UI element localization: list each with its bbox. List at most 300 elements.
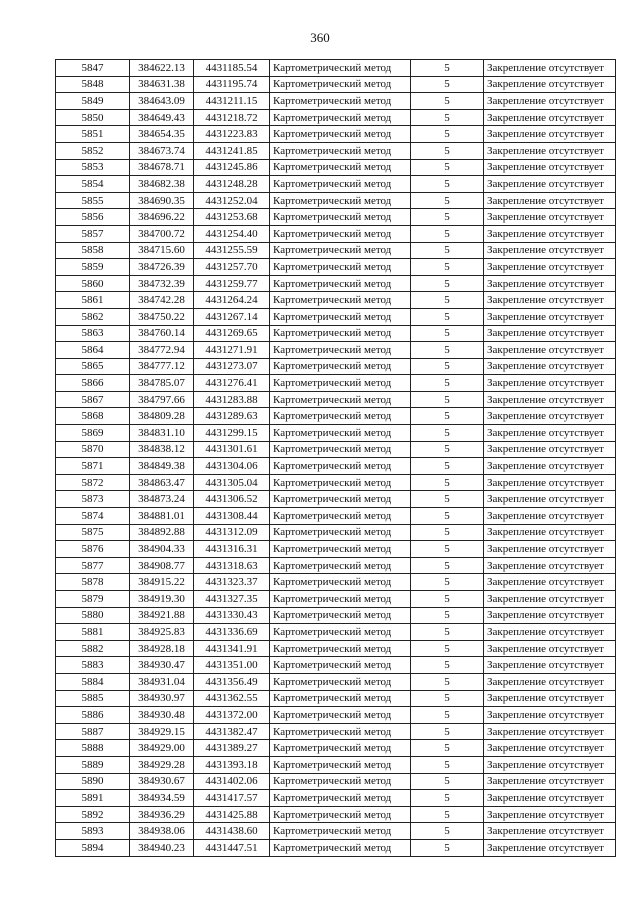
y-coordinate-cell: 4431185.54 [194, 60, 270, 77]
x-coordinate-cell: 384772.94 [130, 342, 194, 359]
y-coordinate-cell: 4431259.77 [194, 275, 270, 292]
point-number-cell: 5885 [56, 690, 130, 707]
point-number-cell: 5875 [56, 524, 130, 541]
table-row [56, 292, 616, 309]
fixing-cell: Закрепление отсутствует [484, 358, 616, 375]
table-row [56, 441, 616, 458]
table-row [56, 790, 616, 807]
point-number-cell: 5858 [56, 242, 130, 259]
x-coordinate-cell: 384622.13 [130, 60, 194, 77]
accuracy-cell: 5 [411, 541, 484, 558]
table-row [56, 657, 616, 674]
method-cell: Картометрический метод [270, 839, 411, 856]
fixing-cell: Закрепление отсутствует [484, 591, 616, 608]
table-row [56, 408, 616, 425]
x-coordinate-cell: 384715.60 [130, 242, 194, 259]
x-coordinate-cell: 384760.14 [130, 325, 194, 342]
table-row [56, 76, 616, 93]
fixing-cell: Закрепление отсутствует [484, 491, 616, 508]
fixing-cell: Закрепление отсутствует [484, 624, 616, 641]
table-row [56, 823, 616, 840]
y-coordinate-cell: 4431312.09 [194, 524, 270, 541]
method-cell: Картометрический метод [270, 342, 411, 359]
accuracy-cell: 5 [411, 325, 484, 342]
accuracy-cell: 5 [411, 574, 484, 591]
y-coordinate-cell: 4431393.18 [194, 756, 270, 773]
method-cell: Картометрический метод [270, 358, 411, 375]
x-coordinate-cell: 384892.88 [130, 524, 194, 541]
accuracy-cell: 5 [411, 142, 484, 159]
y-coordinate-cell: 4431306.52 [194, 491, 270, 508]
accuracy-cell: 5 [411, 176, 484, 193]
y-coordinate-cell: 4431248.28 [194, 176, 270, 193]
point-number-cell: 5868 [56, 408, 130, 425]
method-cell: Картометрический метод [270, 408, 411, 425]
table-row [56, 673, 616, 690]
table-row [56, 325, 616, 342]
fixing-cell: Закрепление отсутствует [484, 391, 616, 408]
coordinates-table [55, 59, 616, 857]
table-row [56, 109, 616, 126]
method-cell: Картометрический метод [270, 524, 411, 541]
point-number-cell: 5857 [56, 225, 130, 242]
page-number: 360 [310, 30, 330, 45]
x-coordinate-cell: 384930.47 [130, 657, 194, 674]
accuracy-cell: 5 [411, 806, 484, 823]
accuracy-cell: 5 [411, 192, 484, 209]
y-coordinate-cell: 4431341.91 [194, 640, 270, 657]
accuracy-cell: 5 [411, 109, 484, 126]
point-number-cell: 5849 [56, 93, 130, 110]
table-row [56, 159, 616, 176]
method-cell: Картометрический метод [270, 76, 411, 93]
method-cell: Картометрический метод [270, 259, 411, 276]
point-number-cell: 5854 [56, 176, 130, 193]
x-coordinate-cell: 384777.12 [130, 358, 194, 375]
method-cell: Картометрический метод [270, 557, 411, 574]
accuracy-cell: 5 [411, 159, 484, 176]
table-row [56, 458, 616, 475]
table-row [56, 524, 616, 541]
table-row [56, 756, 616, 773]
accuracy-cell: 5 [411, 458, 484, 475]
accuracy-cell: 5 [411, 723, 484, 740]
method-cell: Картометрический метод [270, 591, 411, 608]
fixing-cell: Закрепление отсутствует [484, 325, 616, 342]
y-coordinate-cell: 4431269.65 [194, 325, 270, 342]
y-coordinate-cell: 4431241.85 [194, 142, 270, 159]
fixing-cell: Закрепление отсутствует [484, 823, 616, 840]
table-body [56, 60, 616, 857]
x-coordinate-cell: 384921.88 [130, 607, 194, 624]
x-coordinate-cell: 384742.28 [130, 292, 194, 309]
point-number-cell: 5888 [56, 740, 130, 757]
fixing-cell: Закрепление отсутствует [484, 408, 616, 425]
fixing-cell: Закрепление отсутствует [484, 839, 616, 856]
accuracy-cell: 5 [411, 76, 484, 93]
method-cell: Картометрический метод [270, 60, 411, 77]
y-coordinate-cell: 4431372.00 [194, 707, 270, 724]
fixing-cell: Закрепление отсутствует [484, 126, 616, 143]
x-coordinate-cell: 384797.66 [130, 391, 194, 408]
y-coordinate-cell: 4431304.06 [194, 458, 270, 475]
x-coordinate-cell: 384649.43 [130, 109, 194, 126]
method-cell: Картометрический метод [270, 308, 411, 325]
method-cell: Картометрический метод [270, 474, 411, 491]
method-cell: Картометрический метод [270, 673, 411, 690]
x-coordinate-cell: 384908.77 [130, 557, 194, 574]
fixing-cell: Закрепление отсутствует [484, 142, 616, 159]
point-number-cell: 5859 [56, 259, 130, 276]
point-number-cell: 5853 [56, 159, 130, 176]
table-row [56, 93, 616, 110]
table-row [56, 242, 616, 259]
point-number-cell: 5872 [56, 474, 130, 491]
table-row [56, 391, 616, 408]
accuracy-cell: 5 [411, 524, 484, 541]
point-number-cell: 5887 [56, 723, 130, 740]
accuracy-cell: 5 [411, 690, 484, 707]
x-coordinate-cell: 384678.71 [130, 159, 194, 176]
y-coordinate-cell: 4431308.44 [194, 508, 270, 525]
method-cell: Картометрический метод [270, 640, 411, 657]
method-cell: Картометрический метод [270, 159, 411, 176]
point-number-cell: 5869 [56, 425, 130, 442]
fixing-cell: Закрепление отсутствует [484, 707, 616, 724]
x-coordinate-cell: 384631.38 [130, 76, 194, 93]
method-cell: Картометрический метод [270, 209, 411, 226]
method-cell: Картометрический метод [270, 790, 411, 807]
method-cell: Картометрический метод [270, 574, 411, 591]
table-row [56, 541, 616, 558]
point-number-cell: 5892 [56, 806, 130, 823]
x-coordinate-cell: 384700.72 [130, 225, 194, 242]
accuracy-cell: 5 [411, 740, 484, 757]
accuracy-cell: 5 [411, 60, 484, 77]
table-row [56, 425, 616, 442]
table-row [56, 690, 616, 707]
fixing-cell: Закрепление отсутствует [484, 109, 616, 126]
accuracy-cell: 5 [411, 607, 484, 624]
accuracy-cell: 5 [411, 375, 484, 392]
fixing-cell: Закрепление отсутствует [484, 740, 616, 757]
accuracy-cell: 5 [411, 673, 484, 690]
method-cell: Картометрический метод [270, 325, 411, 342]
table-row [56, 806, 616, 823]
point-number-cell: 5891 [56, 790, 130, 807]
accuracy-cell: 5 [411, 441, 484, 458]
y-coordinate-cell: 4431305.04 [194, 474, 270, 491]
x-coordinate-cell: 384938.06 [130, 823, 194, 840]
y-coordinate-cell: 4431301.61 [194, 441, 270, 458]
fixing-cell: Закрепление отсутствует [484, 192, 616, 209]
fixing-cell: Закрепление отсутствует [484, 723, 616, 740]
method-cell: Картометрический метод [270, 491, 411, 508]
point-number-cell: 5867 [56, 391, 130, 408]
fixing-cell: Закрепление отсутствует [484, 242, 616, 259]
table-row [56, 557, 616, 574]
point-number-cell: 5856 [56, 209, 130, 226]
fixing-cell: Закрепление отсутствует [484, 557, 616, 574]
x-coordinate-cell: 384682.38 [130, 176, 194, 193]
method-cell: Картометрический метод [270, 823, 411, 840]
method-cell: Картометрический метод [270, 391, 411, 408]
x-coordinate-cell: 384930.67 [130, 773, 194, 790]
x-coordinate-cell: 384849.38 [130, 458, 194, 475]
accuracy-cell: 5 [411, 275, 484, 292]
point-number-cell: 5883 [56, 657, 130, 674]
y-coordinate-cell: 4431264.24 [194, 292, 270, 309]
x-coordinate-cell: 384930.48 [130, 707, 194, 724]
method-cell: Картометрический метод [270, 723, 411, 740]
point-number-cell: 5862 [56, 308, 130, 325]
method-cell: Картометрический метод [270, 657, 411, 674]
point-number-cell: 5861 [56, 292, 130, 309]
point-number-cell: 5886 [56, 707, 130, 724]
fixing-cell: Закрепление отсутствует [484, 292, 616, 309]
fixing-cell: Закрепление отсутствует [484, 756, 616, 773]
accuracy-cell: 5 [411, 640, 484, 657]
accuracy-cell: 5 [411, 790, 484, 807]
x-coordinate-cell: 384873.24 [130, 491, 194, 508]
x-coordinate-cell: 384904.33 [130, 541, 194, 558]
x-coordinate-cell: 384690.35 [130, 192, 194, 209]
fixing-cell: Закрепление отсутствует [484, 308, 616, 325]
point-number-cell: 5893 [56, 823, 130, 840]
table-row [56, 723, 616, 740]
point-number-cell: 5881 [56, 624, 130, 641]
point-number-cell: 5851 [56, 126, 130, 143]
y-coordinate-cell: 4431323.37 [194, 574, 270, 591]
method-cell: Картометрический метод [270, 690, 411, 707]
fixing-cell: Закрепление отсутствует [484, 76, 616, 93]
y-coordinate-cell: 4431283.88 [194, 391, 270, 408]
accuracy-cell: 5 [411, 342, 484, 359]
y-coordinate-cell: 4431289.63 [194, 408, 270, 425]
accuracy-cell: 5 [411, 823, 484, 840]
x-coordinate-cell: 384732.39 [130, 275, 194, 292]
fixing-cell: Закрепление отсутствует [484, 275, 616, 292]
accuracy-cell: 5 [411, 292, 484, 309]
table-row [56, 740, 616, 757]
y-coordinate-cell: 4431417.57 [194, 790, 270, 807]
method-cell: Картометрический метод [270, 292, 411, 309]
method-cell: Картометрический метод [270, 756, 411, 773]
x-coordinate-cell: 384936.29 [130, 806, 194, 823]
y-coordinate-cell: 4431362.55 [194, 690, 270, 707]
method-cell: Картометрический метод [270, 508, 411, 525]
y-coordinate-cell: 4431389.27 [194, 740, 270, 757]
table-row [56, 259, 616, 276]
y-coordinate-cell: 4431356.49 [194, 673, 270, 690]
table-row [56, 491, 616, 508]
point-number-cell: 5874 [56, 508, 130, 525]
fixing-cell: Закрепление отсутствует [484, 640, 616, 657]
accuracy-cell: 5 [411, 93, 484, 110]
accuracy-cell: 5 [411, 242, 484, 259]
method-cell: Картометрический метод [270, 109, 411, 126]
point-number-cell: 5848 [56, 76, 130, 93]
table-row [56, 142, 616, 159]
point-number-cell: 5850 [56, 109, 130, 126]
fixing-cell: Закрепление отсутствует [484, 690, 616, 707]
y-coordinate-cell: 4431276.41 [194, 375, 270, 392]
table-row [56, 192, 616, 209]
point-number-cell: 5877 [56, 557, 130, 574]
table-row [56, 624, 616, 641]
fixing-cell: Закрепление отсутствует [484, 773, 616, 790]
y-coordinate-cell: 4431195.74 [194, 76, 270, 93]
accuracy-cell: 5 [411, 707, 484, 724]
y-coordinate-cell: 4431267.14 [194, 308, 270, 325]
y-coordinate-cell: 4431438.60 [194, 823, 270, 840]
y-coordinate-cell: 4431255.59 [194, 242, 270, 259]
table-row [56, 176, 616, 193]
accuracy-cell: 5 [411, 358, 484, 375]
table-row [56, 508, 616, 525]
method-cell: Картометрический метод [270, 441, 411, 458]
accuracy-cell: 5 [411, 591, 484, 608]
point-number-cell: 5855 [56, 192, 130, 209]
fixing-cell: Закрепление отсутствует [484, 209, 616, 226]
point-number-cell: 5860 [56, 275, 130, 292]
method-cell: Картометрический метод [270, 707, 411, 724]
accuracy-cell: 5 [411, 474, 484, 491]
accuracy-cell: 5 [411, 839, 484, 856]
table-row [56, 574, 616, 591]
fixing-cell: Закрепление отсутствует [484, 225, 616, 242]
accuracy-cell: 5 [411, 624, 484, 641]
fixing-cell: Закрепление отсутствует [484, 259, 616, 276]
point-number-cell: 5894 [56, 839, 130, 856]
x-coordinate-cell: 384934.59 [130, 790, 194, 807]
x-coordinate-cell: 384881.01 [130, 508, 194, 525]
fixing-cell: Закрепление отсутствует [484, 673, 616, 690]
point-number-cell: 5876 [56, 541, 130, 558]
fixing-cell: Закрепление отсутствует [484, 790, 616, 807]
accuracy-cell: 5 [411, 209, 484, 226]
table-row [56, 60, 616, 77]
method-cell: Картометрический метод [270, 773, 411, 790]
y-coordinate-cell: 4431253.68 [194, 209, 270, 226]
accuracy-cell: 5 [411, 391, 484, 408]
fixing-cell: Закрепление отсутствует [484, 441, 616, 458]
x-coordinate-cell: 384838.12 [130, 441, 194, 458]
x-coordinate-cell: 384929.15 [130, 723, 194, 740]
accuracy-cell: 5 [411, 225, 484, 242]
method-cell: Картометрический метод [270, 425, 411, 442]
x-coordinate-cell: 384673.74 [130, 142, 194, 159]
fixing-cell: Закрепление отсутствует [484, 657, 616, 674]
table-row [56, 640, 616, 657]
point-number-cell: 5863 [56, 325, 130, 342]
method-cell: Картометрический метод [270, 607, 411, 624]
y-coordinate-cell: 4431330.43 [194, 607, 270, 624]
x-coordinate-cell: 384940.23 [130, 839, 194, 856]
x-coordinate-cell: 384750.22 [130, 308, 194, 325]
table-row [56, 225, 616, 242]
method-cell: Картометрический метод [270, 740, 411, 757]
table-row [56, 358, 616, 375]
table-row [56, 474, 616, 491]
x-coordinate-cell: 384929.28 [130, 756, 194, 773]
x-coordinate-cell: 384785.07 [130, 375, 194, 392]
fixing-cell: Закрепление отсутствует [484, 508, 616, 525]
table-row [56, 126, 616, 143]
table-row [56, 209, 616, 226]
method-cell: Картометрический метод [270, 176, 411, 193]
y-coordinate-cell: 4431271.91 [194, 342, 270, 359]
y-coordinate-cell: 4431254.40 [194, 225, 270, 242]
method-cell: Картометрический метод [270, 458, 411, 475]
fixing-cell: Закрепление отсутствует [484, 425, 616, 442]
x-coordinate-cell: 384643.09 [130, 93, 194, 110]
method-cell: Картометрический метод [270, 541, 411, 558]
x-coordinate-cell: 384929.00 [130, 740, 194, 757]
fixing-cell: Закрепление отсутствует [484, 159, 616, 176]
point-number-cell: 5890 [56, 773, 130, 790]
point-number-cell: 5878 [56, 574, 130, 591]
method-cell: Картометрический метод [270, 126, 411, 143]
method-cell: Картометрический метод [270, 93, 411, 110]
table-row [56, 275, 616, 292]
y-coordinate-cell: 4431257.70 [194, 259, 270, 276]
y-coordinate-cell: 4431425.88 [194, 806, 270, 823]
accuracy-cell: 5 [411, 557, 484, 574]
method-cell: Картометрический метод [270, 275, 411, 292]
y-coordinate-cell: 4431351.00 [194, 657, 270, 674]
y-coordinate-cell: 4431316.31 [194, 541, 270, 558]
x-coordinate-cell: 384654.35 [130, 126, 194, 143]
point-number-cell: 5882 [56, 640, 130, 657]
y-coordinate-cell: 4431273.07 [194, 358, 270, 375]
y-coordinate-cell: 4431299.15 [194, 425, 270, 442]
fixing-cell: Закрепление отсутствует [484, 806, 616, 823]
x-coordinate-cell: 384928.18 [130, 640, 194, 657]
point-number-cell: 5880 [56, 607, 130, 624]
fixing-cell: Закрепление отсутствует [484, 375, 616, 392]
accuracy-cell: 5 [411, 491, 484, 508]
x-coordinate-cell: 384919.30 [130, 591, 194, 608]
point-number-cell: 5889 [56, 756, 130, 773]
x-coordinate-cell: 384809.28 [130, 408, 194, 425]
table-row [56, 591, 616, 608]
table-row [56, 342, 616, 359]
y-coordinate-cell: 4431336.69 [194, 624, 270, 641]
accuracy-cell: 5 [411, 657, 484, 674]
x-coordinate-cell: 384931.04 [130, 673, 194, 690]
fixing-cell: Закрепление отсутствует [484, 607, 616, 624]
table-row [56, 839, 616, 856]
point-number-cell: 5871 [56, 458, 130, 475]
fixing-cell: Закрепление отсутствует [484, 60, 616, 77]
y-coordinate-cell: 4431402.06 [194, 773, 270, 790]
table-row [56, 375, 616, 392]
x-coordinate-cell: 384930.97 [130, 690, 194, 707]
point-number-cell: 5847 [56, 60, 130, 77]
accuracy-cell: 5 [411, 308, 484, 325]
accuracy-cell: 5 [411, 408, 484, 425]
point-number-cell: 5879 [56, 591, 130, 608]
accuracy-cell: 5 [411, 773, 484, 790]
accuracy-cell: 5 [411, 126, 484, 143]
y-coordinate-cell: 4431211.15 [194, 93, 270, 110]
point-number-cell: 5884 [56, 673, 130, 690]
accuracy-cell: 5 [411, 756, 484, 773]
point-number-cell: 5873 [56, 491, 130, 508]
point-number-cell: 5864 [56, 342, 130, 359]
x-coordinate-cell: 384726.39 [130, 259, 194, 276]
